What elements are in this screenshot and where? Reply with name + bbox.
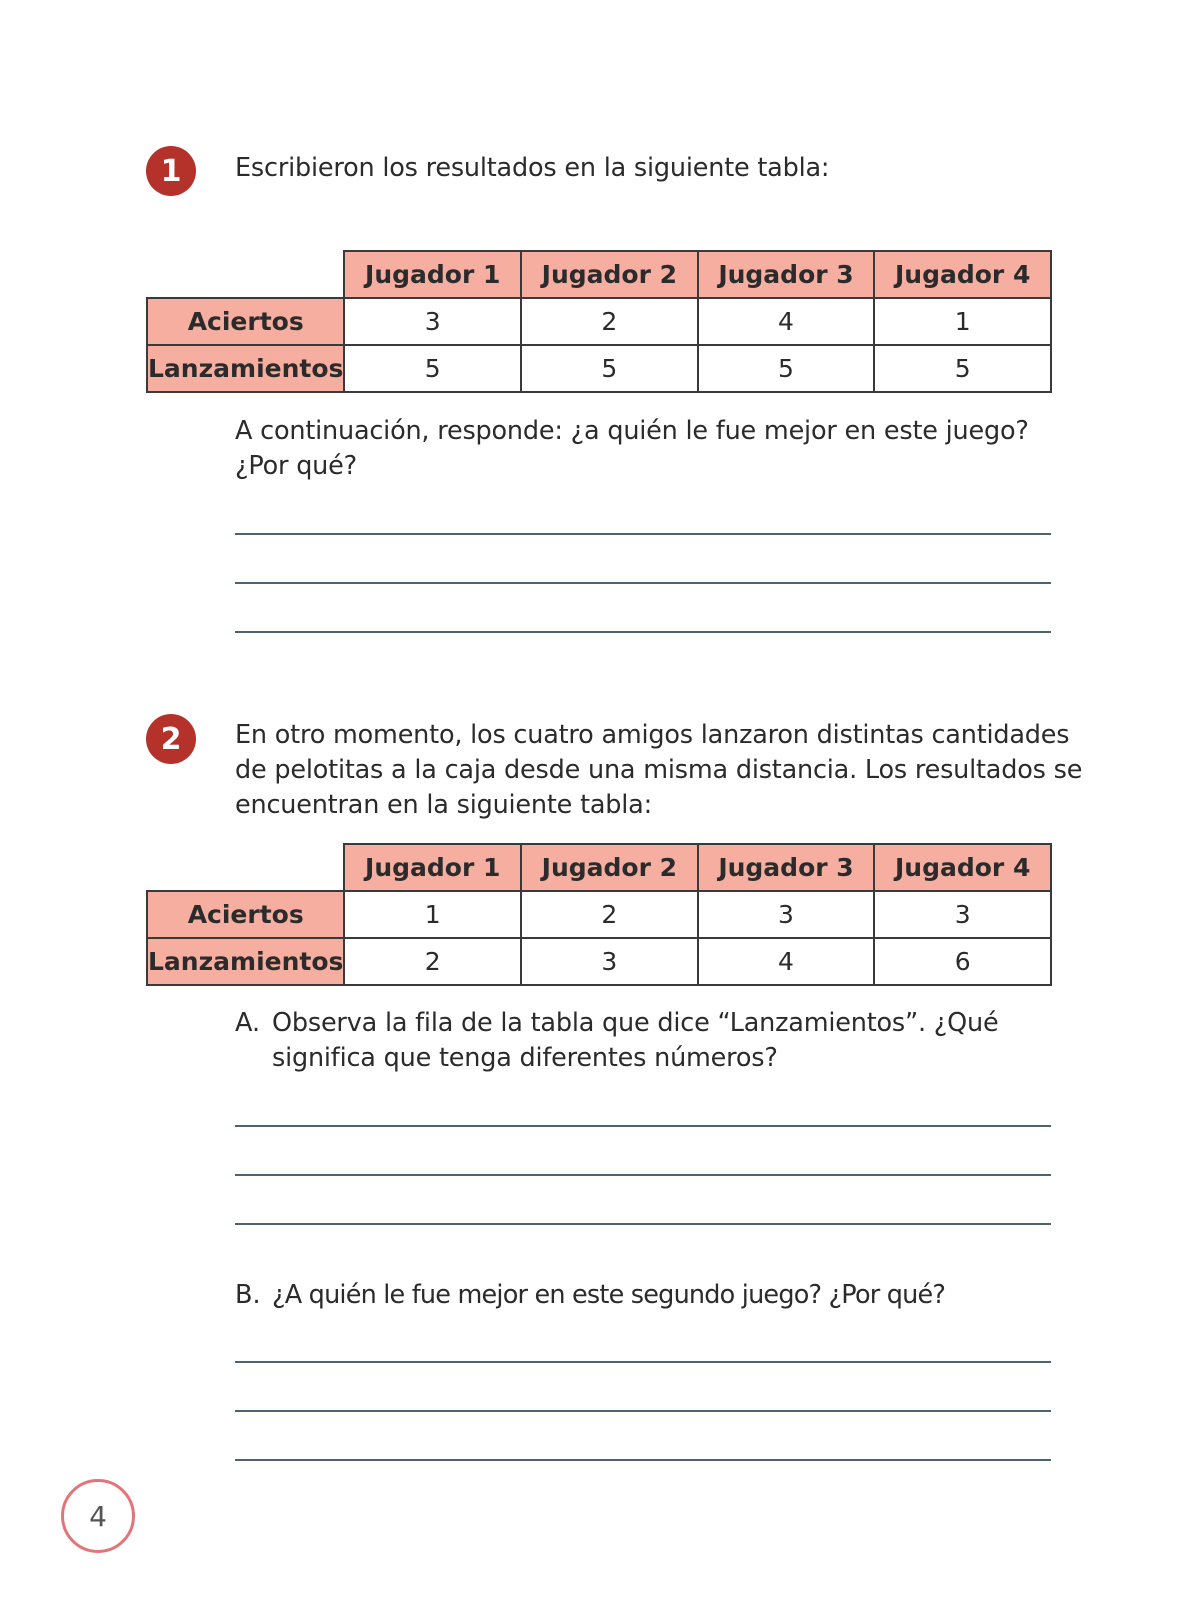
table-cell: 3	[698, 891, 875, 938]
table-cell: 5	[874, 345, 1051, 392]
answer-line[interactable]	[235, 1410, 1051, 1412]
item-a-letter: A.	[235, 1008, 261, 1038]
row-header: Aciertos	[147, 891, 344, 938]
column-header: Jugador 4	[874, 251, 1051, 298]
table-cell: 3	[344, 298, 521, 345]
table-cell: 3	[874, 891, 1051, 938]
column-header: Jugador 4	[874, 844, 1051, 891]
row-header: Aciertos	[147, 298, 344, 345]
exercise-2-prompt: En otro momento, los cuatro amigos lanzaron distintas cantidades de pelotitas a la caja desde una misma distancia. Los resultados se encuentran en la siguiente tabla:	[235, 720, 1083, 820]
results-table-1	[146, 250, 1052, 393]
table-cell: 4	[698, 938, 875, 985]
table-cell: 4	[698, 298, 875, 345]
exercise-1-question: A continuación, responde: ¿a quién le fue mejor en este juego? ¿Por qué?	[235, 416, 1029, 481]
column-header: Jugador 3	[698, 251, 875, 298]
table-corner	[147, 844, 344, 891]
item-b-text: ¿A quién le fue mejor en este segundo juego? ¿Por qué?	[272, 1280, 946, 1310]
table-row	[147, 938, 1051, 985]
table-cell: 5	[521, 345, 698, 392]
exercise-1-number: 1	[146, 146, 196, 196]
column-header: Jugador 1	[344, 251, 521, 298]
item-b-letter: B.	[235, 1280, 261, 1310]
table-cell: 5	[698, 345, 875, 392]
answer-line[interactable]	[235, 1459, 1051, 1461]
exercise-2-number: 2	[146, 714, 196, 764]
column-header: Jugador 1	[344, 844, 521, 891]
results-table-2	[146, 843, 1052, 986]
answer-line[interactable]	[235, 631, 1051, 633]
column-header: Jugador 2	[521, 251, 698, 298]
table-corner	[147, 251, 344, 298]
item-a-text: Observa la fila de la tabla que dice “Lanzamientos”. ¿Qué significa que tenga diferentes números?	[272, 1008, 999, 1073]
table-cell: 6	[874, 938, 1051, 985]
table-row	[147, 298, 1051, 345]
table-cell: 2	[344, 938, 521, 985]
table-cell: 5	[344, 345, 521, 392]
answer-line[interactable]	[235, 1174, 1051, 1176]
answer-line[interactable]	[235, 582, 1051, 584]
row-header: Lanzamientos	[147, 938, 344, 985]
answer-line[interactable]	[235, 533, 1051, 535]
table-row	[147, 891, 1051, 938]
row-header: Lanzamientos	[147, 345, 344, 392]
table-cell: 1	[874, 298, 1051, 345]
table-cell: 2	[521, 298, 698, 345]
table-row	[147, 345, 1051, 392]
table-cell: 3	[521, 938, 698, 985]
answer-line[interactable]	[235, 1223, 1051, 1225]
answer-line[interactable]	[235, 1125, 1051, 1127]
table-cell: 2	[521, 891, 698, 938]
page-number: 4	[61, 1479, 135, 1553]
table-cell: 1	[344, 891, 521, 938]
column-header: Jugador 2	[521, 844, 698, 891]
column-header: Jugador 3	[698, 844, 875, 891]
exercise-1-prompt: Escribieron los resultados en la siguiente tabla:	[235, 153, 830, 183]
answer-line[interactable]	[235, 1361, 1051, 1363]
